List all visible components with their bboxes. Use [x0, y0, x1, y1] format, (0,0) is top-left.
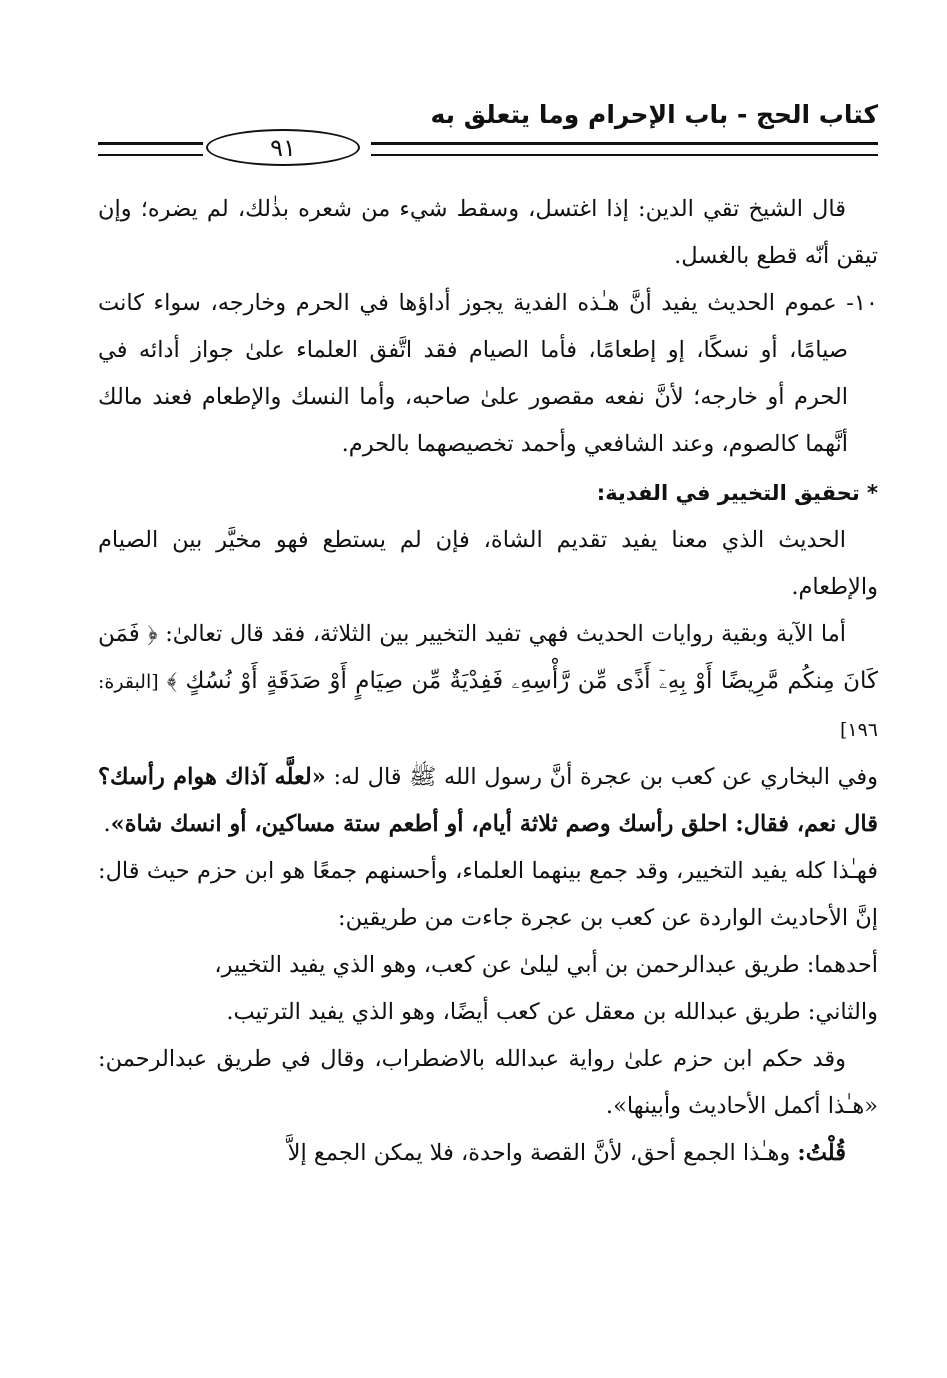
paragraph-second-way: والثاني: طريق عبدالله بن معقل عن كعب أيضًا، وهو الذي يفيد الترتيب.: [226, 999, 878, 1025]
author-note-lead: قُلْتُ:: [797, 1140, 846, 1166]
paragraph-hadith-sheep: الحديث الذي معنا يفيد تقديم الشاة، فإن لم يستطع فهو مخيَّر بين الصيام والإطعام.: [98, 527, 878, 600]
header-title: كتاب الحج - باب الإحرام وما يتعلق به: [430, 100, 878, 129]
verse-reference: [البقرة: ١٩٦]: [98, 671, 878, 741]
paragraph-author-note: [98, 1130, 878, 1177]
paragraph-first-way: أحدهما: طريق عبدالرحمن بن أبي ليلىٰ عن كعب، وهو الذي يفيد التخيير،: [214, 952, 878, 978]
hadith-quote: «لعلَّه آذاك هوام رأسك؟ قال نعم، فقال: احلق رأسك وصم ثلاثة أيام، أو أطعم ستة مساكين، أو انسك شاة»: [98, 764, 878, 837]
paragraph-bukhari: [98, 754, 878, 848]
quran-verse: ﴿ فَمَن كَانَ مِنكُم مَّرِيضًا أَوْ بِهِۦٓ أَذًى مِّن رَّأْسِهِۦ فَفِدْيَةٌ مِّن صِيَامٍ أَوْ صَدَقَةٍ أَوْ نُسُكٍ ﴾: [98, 621, 878, 694]
paragraph-ruling: وقد حكم ابن حزم علىٰ رواية عبدالله بالاضطراب، وقال في طريق عبدالرحمن: «هـٰذا أكمل الأحاديث وأبينها».: [98, 1046, 878, 1119]
header-rule-left: [98, 142, 203, 156]
running-header: [98, 92, 878, 164]
paragraph-ibn-hazm: فهـٰذا كله يفيد التخيير، وقد جمع بينهما العلماء، وأحسنهم جمعًا هو ابن حزم حيث قال: إنَّ الأحاديث الواردة عن كعب بن عجرة جاءت من طريقين:: [98, 858, 878, 931]
page: [98, 92, 878, 1177]
paragraph-sheikh-quote: قال الشيخ تقي الدين: إذا اغتسل، وسقط شيء من شعره بذٰلك، لم يضره؛ وإن تيقن أنّه قطع بالغسل.: [98, 196, 878, 269]
bukhari-intro: وفي البخاري عن كعب بن عجرة أنَّ رسول الله ﷺ قال له:: [333, 764, 878, 790]
page-number: ٩١: [206, 129, 360, 166]
author-note-text: وهـٰذا الجمع أحق، لأنَّ القصة واحدة، فلا يمكن الجمع إلاَّ: [287, 1140, 791, 1166]
header-rule-right: [371, 142, 878, 156]
paragraph-point-10: ١٠- عموم الحديث يفيد أنَّ هـٰذه الفدية يجوز أداؤها في الحرم وخارجه، سواء كانت صيامًا، أو نسكًا، إو إطعامًا، فأما الصيام فقد اتَّفق العلماء علىٰ جواز أدائه في الحرم أو خارجه؛ لأنَّ نفعه مقصور علىٰ صاحبه، وأما النسك والإطعام فعند مالك أنَّهما كالصوم، وعند الشافعي وأحمد تخصيصهما بالحرم.: [98, 290, 878, 457]
body-text: [98, 186, 878, 1177]
paragraph-verse: [98, 611, 878, 754]
verse-intro: أما الآية وبقية روايات الحديث فهي تفيد التخيير بين الثلاثة، فقد قال تعالىٰ:: [165, 621, 847, 647]
section-heading: * تحقيق التخيير في الفدية:: [596, 481, 878, 505]
bukhari-end: .: [103, 811, 111, 837]
